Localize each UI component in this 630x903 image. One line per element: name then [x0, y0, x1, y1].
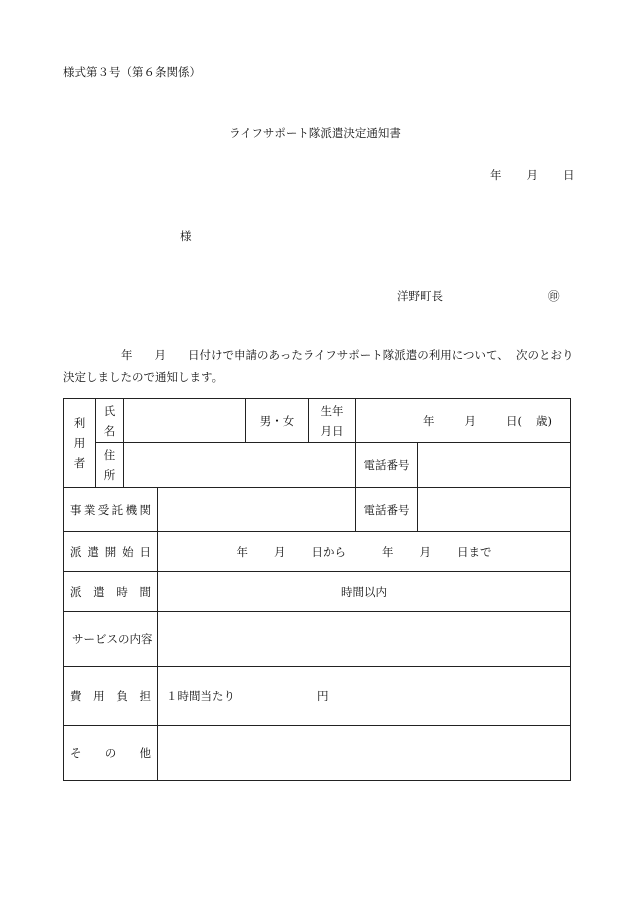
label-char: 関 [139, 502, 151, 517]
label-char: 業 [83, 502, 96, 517]
label-char: 費 [70, 689, 82, 703]
cost-field[interactable]: １時間当たり 円 [158, 667, 571, 726]
table-row [64, 667, 571, 726]
label-char: 担 [139, 689, 151, 703]
label-char: 派 [70, 544, 82, 559]
decision-table [63, 398, 571, 781]
table-row [64, 726, 571, 781]
body-sentence-2: 次のとおり決定しましたので通知します。 [63, 348, 574, 384]
label-char: 負 [116, 689, 128, 703]
name-field[interactable] [124, 399, 246, 443]
label-char: 事 [70, 502, 82, 517]
table-row [64, 572, 571, 612]
agency-field[interactable] [158, 488, 356, 532]
birth-label: 生年 月日 [309, 399, 356, 443]
agency-phone-label: 電話番号 [356, 488, 418, 532]
agency-label [64, 488, 158, 532]
phone-label: 電話番号 [356, 443, 418, 488]
date-year: 年 [490, 168, 502, 182]
table-row [64, 399, 571, 443]
issuer-name: 洋野町長 [397, 289, 443, 303]
other-field[interactable] [158, 726, 571, 781]
gender-field[interactable]: 男・女 [246, 399, 309, 443]
date-day: 日 [563, 168, 575, 182]
label-char: 用 [93, 689, 105, 703]
notice-body [63, 344, 583, 388]
address-field[interactable] [124, 443, 356, 488]
label-char: 遣 [87, 544, 99, 559]
label-char: 開 [104, 544, 117, 559]
other-label [64, 726, 158, 781]
label-char: の [104, 746, 117, 760]
issue-date [490, 167, 575, 183]
label-char: 託 [111, 502, 124, 517]
body-month: 月 [154, 348, 166, 362]
start-field[interactable]: 年 月 日から 年 月 日まで [158, 532, 571, 572]
label-char: 派 [70, 584, 82, 599]
cost-label [64, 667, 158, 726]
label-char: 始 [122, 544, 134, 559]
date-month: 月 [526, 168, 538, 182]
label-char: そ [70, 746, 82, 760]
agency-phone-field[interactable] [418, 488, 571, 532]
addressee-suffix: 様 [180, 229, 192, 243]
address-label: 住 所 [96, 443, 124, 488]
user-group-label: 利 用 者 [64, 399, 96, 488]
service-field[interactable] [158, 612, 571, 667]
label-char: 遣 [93, 584, 105, 599]
name-label: 氏 名 [96, 399, 124, 443]
phone-field[interactable] [418, 443, 571, 488]
label-char: 時 [116, 584, 128, 599]
body-year: 年 [121, 348, 133, 362]
service-label: サービスの内容 [64, 612, 158, 667]
duration-field[interactable]: 時間以内 [158, 572, 571, 612]
document-title: ライフサポート隊派遣決定通知書 [229, 126, 401, 140]
label-char: 機 [125, 502, 138, 517]
label-char: 間 [139, 584, 151, 599]
form-number: 様式第３号（第６条関係） [63, 65, 201, 79]
table-row [64, 532, 571, 572]
label-char: 日 [139, 544, 151, 559]
table-row [64, 612, 571, 667]
table-row [64, 443, 571, 488]
table-row [64, 488, 571, 532]
birth-field[interactable]: 年 月 日( 歳) [356, 399, 571, 443]
body-sentence-1: 日付けで申請のあったライフサポート隊派遣の利用について、 [188, 348, 509, 362]
start-label [64, 532, 158, 572]
duration-label [64, 572, 158, 612]
seal-mark: ㊞ [548, 289, 560, 303]
label-char: 他 [139, 746, 151, 760]
label-char: 受 [97, 502, 110, 517]
